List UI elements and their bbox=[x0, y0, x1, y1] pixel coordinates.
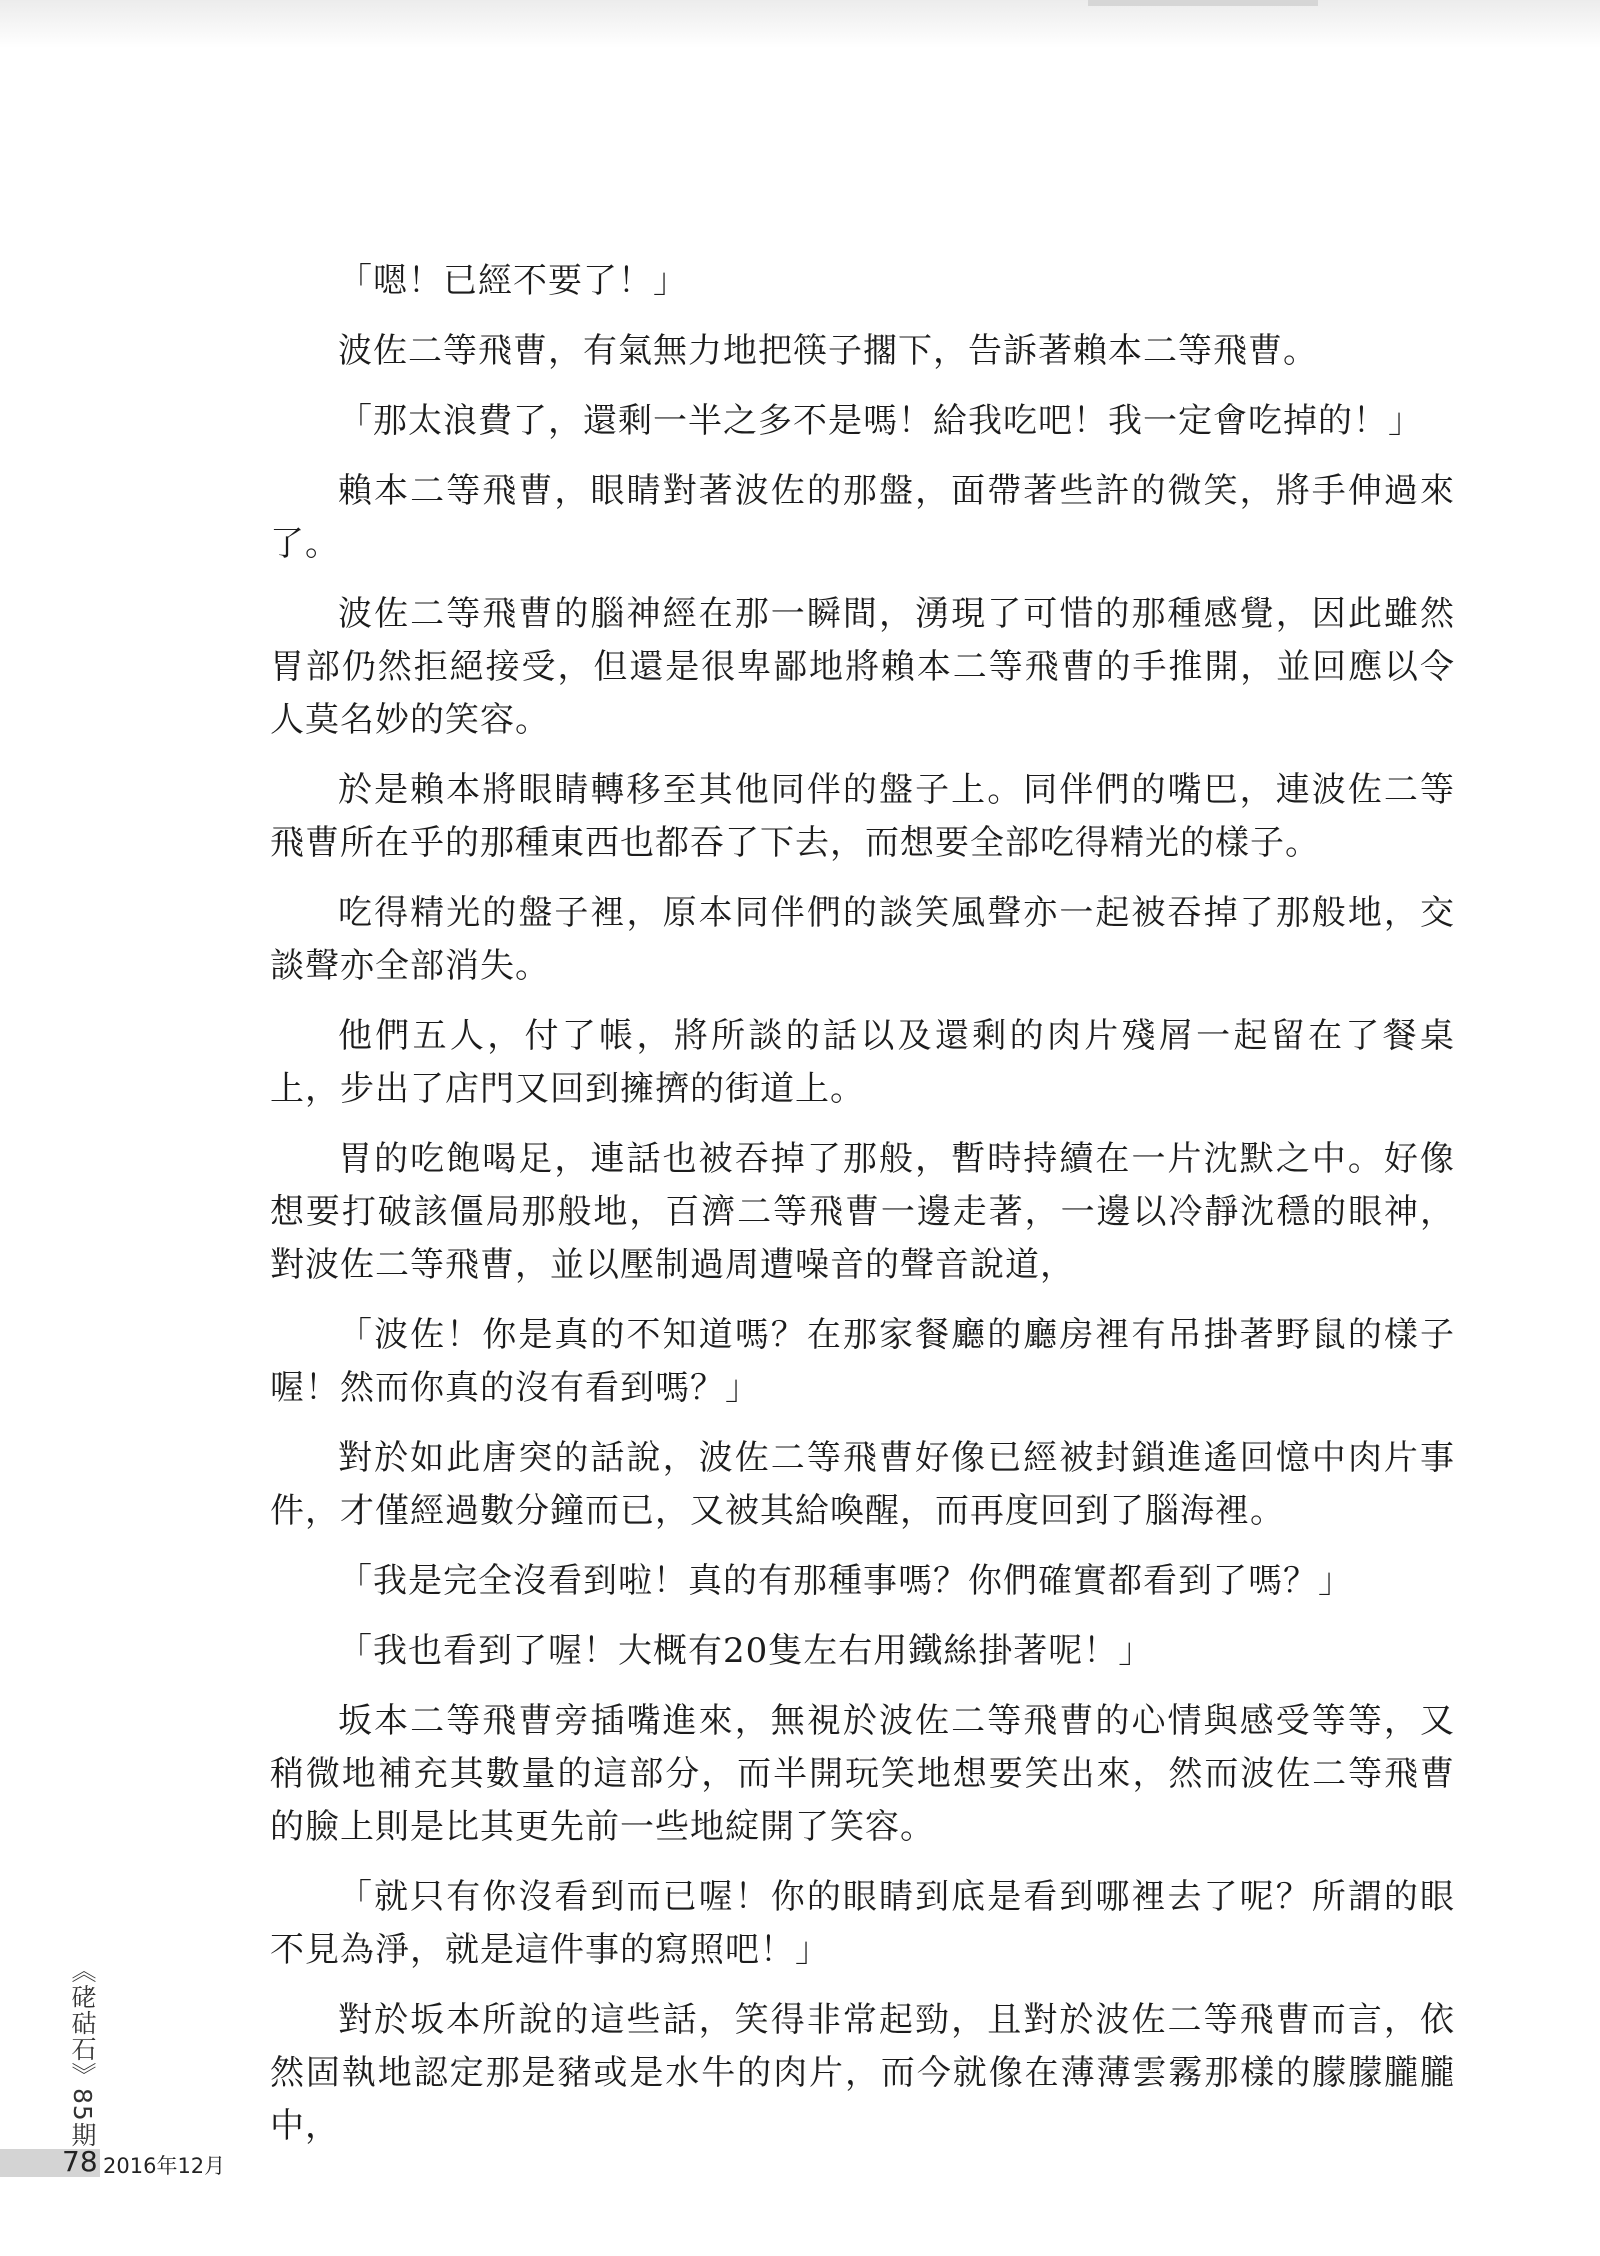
paragraph: 「就只有你沒看到而已喔！你的眼睛到底是看到哪裡去了呢？所謂的眼不見為淨，就是這件事的寫照吧！」 bbox=[270, 1877, 1455, 1970]
paragraph: 胃的吃飽喝足，連話也被吞掉了那般，暫時持續在一片沈默之中。好像想要打破該僵局那般地，百濟二等飛曹一邊走著，一邊以冷靜沈穩的眼神，對波佐二等飛曹，並以壓制過周遭噪音的聲音說道， bbox=[270, 1139, 1455, 1285]
paragraph: 「嗯！已經不要了！」 bbox=[338, 261, 688, 301]
paragraph: 「我是完全沒看到啦！真的有那種事嗎？你們確實都看到了嗎？」 bbox=[338, 1561, 1353, 1601]
paragraph: 波佐二等飛曹的腦神經在那一瞬間，湧現了可惜的那種感覺，因此雖然胃部仍然拒絕接受，但還是很卑鄙地將賴本二等飛曹的手推開，並回應以令人莫名妙的笑容。 bbox=[270, 594, 1455, 740]
paragraph: 「我也看到了喔！大概有20隻左右用鐵絲掛著呢！」 bbox=[338, 1631, 1154, 1671]
paragraph: 「波佐！你是真的不知道嗎？在那家餐廳的廳房裡有吊掛著野鼠的樣子喔！然而你真的沒有看到嗎？」 bbox=[270, 1315, 1455, 1408]
issue-date: 2016年12月 bbox=[103, 2154, 226, 2178]
paragraph: 坂本二等飛曹旁插嘴進來，無視於波佐二等飛曹的心情與感受等等，又稍微地補充其數量的這部分，而半開玩笑地想要笑出來，然而波佐二等飛曹的臉上則是比其更先前一些地綻開了笑容。 bbox=[270, 1701, 1455, 1847]
paragraph: 「那太浪費了，還剩一半之多不是嗎！給我吃吧！我一定會吃掉的！」 bbox=[338, 401, 1423, 441]
article-body bbox=[270, 255, 1455, 2170]
scan-top-shadow bbox=[0, 0, 1600, 48]
paragraph: 於是賴本將眼睛轉移至其他同伴的盤子上。同伴們的嘴巴，連波佐二等飛曹所在乎的那種東西也都吞了下去，而想要全部吃得精光的樣子。 bbox=[270, 770, 1455, 863]
paragraph: 對於坂本所說的這些話，笑得非常起勁，且對於波佐二等飛曹而言，依然固執地認定那是豬或是水牛的肉片，而今就像在薄薄雲霧那樣的朦朦朧朧中， bbox=[270, 2000, 1455, 2146]
paragraph: 賴本二等飛曹，眼睛對著波佐的那盤，面帶著些許的微笑，將手伸過來了。 bbox=[270, 471, 1455, 564]
page-number: 78 bbox=[62, 2145, 98, 2178]
paragraph: 他們五人，付了帳，將所談的話以及還剩的肉片殘屑一起留在了餐桌上，步出了店門又回到擁擠的街道上。 bbox=[270, 1016, 1455, 1109]
paragraph: 吃得精光的盤子裡，原本同伴們的談笑風聲亦一起被吞掉了那般地，交談聲亦全部消失。 bbox=[270, 893, 1455, 986]
publication-title: 《硓𥑮石》85期 bbox=[68, 1958, 97, 2148]
scan-top-mark bbox=[1088, 0, 1318, 6]
paragraph: 對於如此唐突的話說，波佐二等飛曹好像已經被封鎖進遙回憶中肉片事件，才僅經過數分鐘而已，又被其給喚醒，而再度回到了腦海裡。 bbox=[270, 1438, 1455, 1531]
paragraph: 波佐二等飛曹，有氣無力地把筷子擱下，告訴著賴本二等飛曹。 bbox=[338, 331, 1318, 371]
